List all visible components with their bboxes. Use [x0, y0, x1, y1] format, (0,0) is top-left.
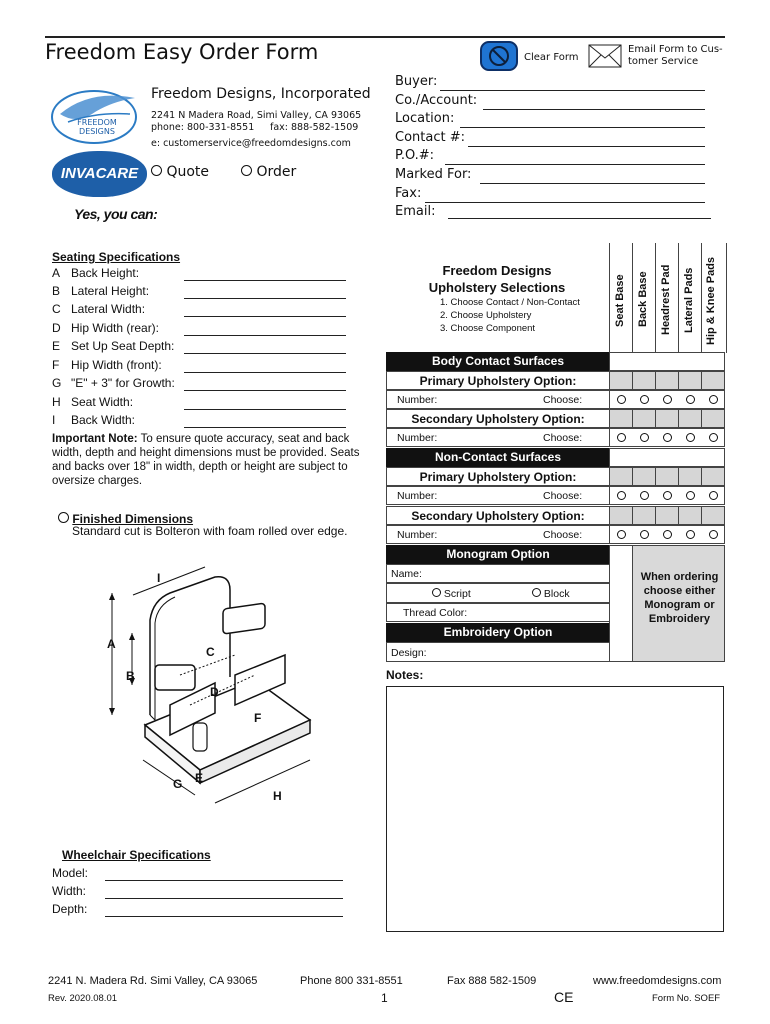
grid-blank: [609, 352, 725, 371]
company-email: e: customerservice@freedomdesigns.com: [151, 138, 351, 149]
step-3: 3. Choose Component: [440, 323, 536, 334]
footer-address: 2241 N. Madera Rd. Simi Valley, CA 93065: [48, 975, 258, 987]
note-text: To ensure quote accuracy, seat and back width, depth and height dimensions must be provided. Seats and backs over 18" in width, depth or height are subject to oversize charges.: [52, 433, 360, 487]
seat-base-radio[interactable]: [617, 530, 626, 539]
company-name: Freedom Designs, Incorporated: [151, 86, 371, 102]
footer-phone: Phone 800 331-8551: [300, 975, 403, 987]
grid-shade: [655, 409, 679, 428]
contact-number-label: Contact #:: [395, 130, 465, 145]
hip-knee-radio[interactable]: [709, 433, 718, 442]
company-phone: phone: 800-331-8551: [151, 122, 255, 133]
grid-shade: [632, 467, 656, 486]
grid-shade: [609, 409, 633, 428]
grid-shade: [609, 467, 633, 486]
seating-diagram: [95, 565, 330, 820]
spec-letter: G: [52, 376, 62, 390]
grid-shade: [632, 409, 656, 428]
diagram-label-f: F: [254, 711, 262, 725]
monogram-bar: Monogram Option: [386, 545, 610, 564]
location-field[interactable]: [460, 127, 705, 128]
secondary-heading-1: Secondary Upholstery Option:: [386, 409, 610, 428]
diagram-label-b: B: [126, 669, 135, 683]
spec-label: Set Up Seat Depth:: [71, 339, 175, 353]
spec-label: Seat Width:: [71, 395, 134, 409]
grid-shade: [678, 506, 702, 525]
design-label: Design:: [391, 647, 427, 659]
footer-fax: Fax 888 582-1509: [447, 975, 537, 987]
grid-shade: [655, 371, 679, 390]
headrest-radio[interactable]: [663, 491, 672, 500]
buyer-field[interactable]: [440, 90, 705, 91]
footer-revision: Rev. 2020.08.01: [48, 993, 118, 1004]
grid-shade: [678, 371, 702, 390]
grid-shade: [701, 409, 725, 428]
headrest-radio[interactable]: [663, 395, 672, 404]
headrest-radio[interactable]: [663, 530, 672, 539]
hip-width-front-field[interactable]: [184, 372, 346, 373]
marked-for-field[interactable]: [480, 183, 705, 184]
quote-radio[interactable]: [151, 165, 162, 176]
hip-width-rear-field[interactable]: [184, 335, 346, 336]
wheelchair-model-field[interactable]: [105, 880, 343, 881]
column-divider: [701, 243, 702, 353]
notes-label: Notes:: [386, 668, 424, 682]
primary-row-1: [386, 390, 610, 409]
diagram-label-a: A: [107, 637, 116, 651]
wheelchair-width-field[interactable]: [105, 898, 343, 899]
script-label: Script: [443, 588, 471, 600]
diagram-label-i: I: [157, 571, 161, 585]
choose-label: Choose:: [543, 490, 583, 502]
upholstery-title-line1: Freedom Designs: [442, 263, 552, 278]
no-icon: [482, 43, 516, 69]
diagram-label-h: H: [273, 789, 282, 803]
spec-label: Back Height:: [71, 266, 140, 280]
block-radio[interactable]: [532, 588, 541, 597]
primary-2-radios: [609, 486, 725, 505]
block-option[interactable]: [532, 588, 570, 600]
note-bold: Important Note:: [52, 433, 138, 445]
grid-shade: [678, 467, 702, 486]
number-label: Number:: [397, 490, 438, 502]
primary-row-2: [386, 486, 610, 505]
lateral-radio[interactable]: [686, 530, 695, 539]
company-fax: fax: 888-582-1509: [270, 122, 359, 133]
spec-label: "E" + 3" for Growth:: [71, 376, 175, 390]
grid-shade: [655, 506, 679, 525]
body-contact-bar: Body Contact Surfaces: [386, 352, 610, 371]
diagram-label-d: D: [210, 685, 219, 699]
back-base-radio[interactable]: [640, 530, 649, 539]
diagram-label-e: E: [195, 771, 204, 785]
primary-heading-2: Primary Upholstery Option:: [386, 467, 610, 486]
grid-shade: [609, 371, 633, 390]
monogram-side-spacer: [609, 545, 633, 662]
grid-shade: [632, 506, 656, 525]
grid-shade: [609, 506, 633, 525]
lateral-height-field[interactable]: [184, 298, 346, 299]
order-label: Order: [256, 164, 297, 180]
logo-text: FREEDOM DESIGNS: [77, 118, 117, 136]
primary-1-radios: [609, 390, 725, 409]
finished-dimensions-title: Finished Dimensions: [72, 512, 194, 526]
grid-shade: [701, 467, 725, 486]
column-lateral-pads: Lateral Pads: [683, 267, 695, 333]
spec-label: Back Width:: [71, 413, 136, 427]
upholstery-title-line2: Upholstery Selections: [428, 280, 566, 295]
primary-heading-1: Primary Upholstery Option:: [386, 371, 610, 390]
invacare-logo: [52, 151, 147, 197]
number-label: Number:: [397, 529, 438, 541]
finished-dimensions-text: Standard cut is Bolteron with foam rolled over edge.: [72, 524, 348, 538]
secondary-2-radios: [609, 525, 725, 544]
upholstery-steps: [440, 296, 580, 335]
clear-form-button[interactable]: [480, 41, 518, 71]
number-label: Number:: [397, 432, 438, 444]
column-seat-base: Seat Base: [614, 274, 626, 327]
buyer-label: Buyer:: [395, 74, 438, 89]
hip-knee-radio[interactable]: [709, 395, 718, 404]
quote-option[interactable]: [151, 164, 209, 180]
monogram-name-row: [386, 564, 610, 583]
back-base-radio[interactable]: [640, 491, 649, 500]
email-field[interactable]: [448, 218, 711, 219]
upholstery-title: [387, 262, 607, 296]
back-base-radio[interactable]: [640, 395, 649, 404]
column-hip-knee-pads: Hip & Knee Pads: [705, 256, 717, 345]
block-label: Block: [543, 588, 570, 600]
spec-letter: H: [52, 395, 61, 409]
account-label: Co./Account:: [395, 93, 478, 108]
order-option[interactable]: [241, 164, 296, 180]
spec-letter: B: [52, 284, 61, 298]
envelope-icon: [588, 44, 622, 68]
po-field[interactable]: [445, 164, 705, 165]
spec-letter: E: [52, 339, 61, 353]
fax-field[interactable]: [425, 202, 705, 203]
page-title: Freedom Easy Order Form: [45, 40, 319, 64]
grid-shade: [632, 371, 656, 390]
grid-shade: [701, 506, 725, 525]
column-divider: [632, 243, 633, 353]
contact-number-field[interactable]: [468, 146, 705, 147]
spec-letter: D: [52, 321, 61, 335]
grid-shade: [678, 409, 702, 428]
hip-knee-radio[interactable]: [709, 491, 718, 500]
headrest-radio[interactable]: [663, 433, 672, 442]
account-field[interactable]: [483, 109, 705, 110]
monogram-style-row: [386, 583, 610, 603]
email-label: Email:: [395, 204, 436, 219]
email-form-button[interactable]: [588, 44, 622, 68]
step-1: 1. Choose Contact / Non-Contact: [440, 297, 580, 308]
invacare-text: INVACARE: [60, 165, 139, 182]
diagram-label-g: G: [173, 777, 183, 791]
seat-width-field[interactable]: [184, 409, 346, 410]
clear-form-label[interactable]: Clear Form: [524, 52, 579, 63]
secondary-row-2: [386, 525, 610, 544]
order-radio[interactable]: [241, 165, 252, 176]
column-back-base: Back Base: [637, 271, 649, 327]
when-ordering-panel: [632, 545, 725, 662]
script-option[interactable]: [432, 588, 471, 600]
wheelchair-model-label: Model:: [52, 866, 89, 880]
embroidery-bar: Embroidery Option: [386, 623, 610, 642]
footer-website: www.freedomdesigns.com: [593, 975, 722, 987]
grid-shade: [655, 467, 679, 486]
notes-textarea[interactable]: [386, 686, 724, 932]
seating-title: Seating Specifications: [52, 250, 181, 264]
secondary-row-1: [386, 428, 610, 447]
spec-letter: I: [52, 413, 56, 427]
number-label: Number:: [397, 394, 438, 406]
footer-form-number: Form No. SOEF: [652, 993, 721, 1004]
script-radio[interactable]: [432, 588, 441, 597]
grid-blank: [609, 448, 725, 467]
fax-label: Fax:: [395, 186, 422, 201]
design-row: [386, 642, 610, 662]
back-base-radio[interactable]: [640, 433, 649, 442]
column-headrest-pad: Headrest Pad: [660, 264, 672, 335]
upholstery-table: [386, 352, 725, 662]
header-rule: [45, 36, 725, 38]
location-label: Location:: [395, 111, 455, 126]
lateral-width-field[interactable]: [184, 316, 346, 317]
seat-base-radio[interactable]: [617, 395, 626, 404]
seat-base-radio[interactable]: [617, 491, 626, 500]
column-divider: [678, 243, 679, 353]
important-note: [52, 432, 377, 488]
component-grid: [609, 352, 725, 545]
lateral-radio[interactable]: [686, 395, 695, 404]
wheelchair-title: Wheelchair Specifications: [62, 848, 211, 862]
spec-letter: C: [52, 302, 61, 316]
choose-label: Choose:: [543, 394, 583, 406]
secondary-1-radios: [609, 428, 725, 447]
footer-page-number: 1: [381, 991, 388, 1005]
spec-label: Lateral Width:: [71, 302, 146, 316]
back-height-field[interactable]: [184, 280, 346, 281]
wheelchair-depth-field[interactable]: [105, 916, 343, 917]
spec-label: Lateral Height:: [71, 284, 150, 298]
thread-label: Thread Color:: [403, 607, 468, 619]
lateral-radio[interactable]: [686, 433, 695, 442]
step-2: 2. Choose Upholstery: [440, 310, 532, 321]
when-ordering-text: When ordering choose either Monogram or Embroidery: [640, 571, 719, 625]
choose-label: Choose:: [543, 529, 583, 541]
seat-depth-field[interactable]: [184, 353, 346, 354]
email-form-label[interactable]: Email Form to Cus- tomer Service: [628, 44, 723, 67]
diagram-label-c: C: [206, 645, 215, 659]
finished-dimensions-radio[interactable]: [58, 512, 69, 523]
secondary-heading-2: Secondary Upholstery Option:: [386, 506, 610, 525]
growth-field[interactable]: [184, 390, 346, 391]
grid-shade: [701, 371, 725, 390]
spec-label: Hip Width (rear):: [71, 321, 160, 335]
non-contact-bar: Non-Contact Surfaces: [386, 448, 610, 467]
wheelchair-depth-label: Depth:: [52, 902, 88, 916]
name-label: Name:: [391, 568, 422, 580]
po-label: P.O.#:: [395, 148, 435, 163]
wheelchair-width-label: Width:: [52, 884, 87, 898]
back-width-field[interactable]: [184, 427, 346, 428]
lateral-radio[interactable]: [686, 491, 695, 500]
choose-label: Choose:: [543, 432, 583, 444]
hip-knee-radio[interactable]: [709, 530, 718, 539]
tagline: Yes, you can:: [74, 206, 158, 222]
quote-label: Quote: [166, 164, 210, 180]
marked-for-label: Marked For:: [395, 167, 472, 182]
ce-mark: CE: [554, 989, 574, 1005]
spec-letter: A: [52, 266, 61, 280]
spec-label: Hip Width (front):: [71, 358, 162, 372]
thread-row: [386, 603, 610, 622]
seat-base-radio[interactable]: [617, 433, 626, 442]
column-divider: [655, 243, 656, 353]
freedom-designs-logo: [50, 84, 142, 146]
spec-letter: F: [52, 358, 60, 372]
company-address: 2241 N Madera Road, Simi Valley, CA 93065: [151, 110, 362, 121]
spec-row-a: [52, 266, 60, 280]
